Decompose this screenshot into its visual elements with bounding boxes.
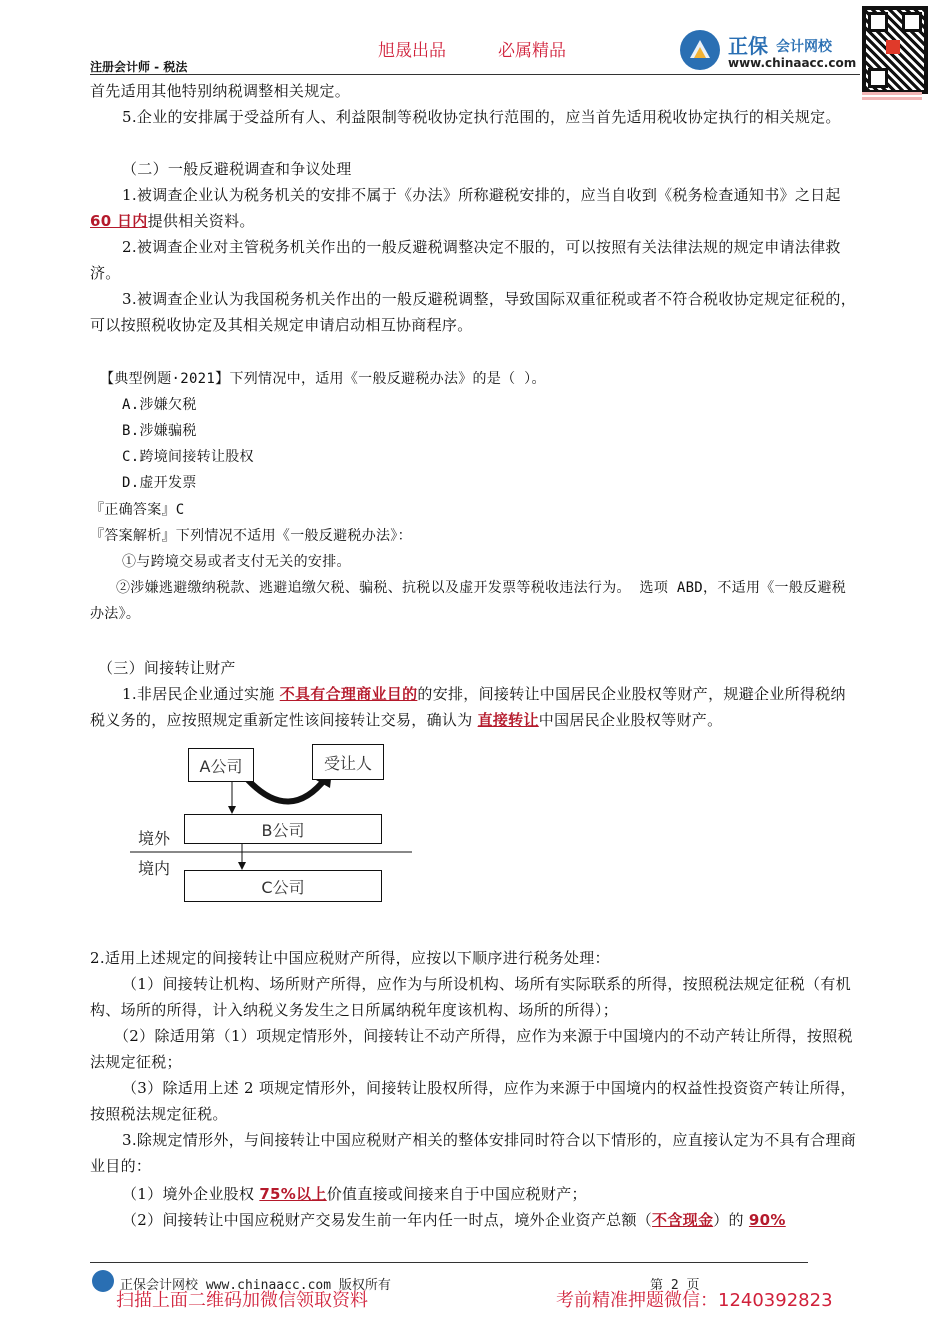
header-divider [90,74,860,75]
footer-copyright: 正保会计网校 www.chinaacc.com 版权所有 [120,1278,391,1293]
qr-code-icon [862,6,928,94]
subject-title: 注册会计师 - 税法 [90,60,188,74]
option-a: A.涉嫌欠税 [122,397,197,413]
company-c-box: C公司 [184,870,382,902]
paragraph-3-2-1: （1）间接转让机构、场所财产所得，应作为与所设机构、场所有实际联系的所得，按照税法规定征税（有机构、场所的所得，计入纳税义务发生之日所属纳税年度该机构、场所的所得）； [90,975,851,1019]
highlight-no-business-purpose: 不具有合理商业目的 [279,685,418,703]
arrow-head-a-b [228,806,236,814]
logo-url: www.chinaacc.com [728,56,857,70]
label-offshore: 境外 [138,829,171,848]
company-b-box: B公司 [184,814,382,844]
brand-logo [680,28,860,72]
paragraph-3-3-2 [90,1207,860,1233]
section-3-title: （三）间接转让财产 [98,659,236,677]
indirect-transfer-diagram [130,740,430,910]
paragraph-3-3-1 [90,1181,860,1207]
arrow-head-b-c [238,862,246,870]
paragraph-3-2-2: （2）除适用第（1）项规定情形外，间接转让不动产所得，应作为来源于中国境内的不动产转让所得，按照税法规定征税； [90,1027,853,1071]
qr-center-logo-icon [886,40,900,54]
logo-mark-icon [680,30,720,70]
paragraph-2-1-tail: 提供相关资料。 [147,212,255,230]
option-d: D.虚开发票 [122,475,197,491]
paragraph-3-3: 3.除规定情形外，与间接转让中国应税财产相关的整体安排同时符合以下情形的，应直接认定为不具有合理商业目的： [90,1131,857,1175]
highlight-75-percent: 75%以上 [259,1185,327,1203]
paragraph-3-3-2-mid: ）的 [713,1211,749,1229]
paragraph-continued: 首先适用其他特别纳税调整相关规定。 [90,82,351,100]
paragraph-2-2: 2.被调查企业对主管税务机关作出的一般反避税调整决定不服的，可以按照有关法律法规的规定申请法律救济。 [90,238,841,282]
footer-divider [90,1262,808,1263]
slogan-right: 必属精品 [498,41,566,61]
paragraph-3-1-text: 1.非居民企业通过实施 [122,685,280,703]
transferee-box: 受让人 [312,744,384,780]
paragraph-3-1 [90,681,860,733]
analysis-point-1: ①与跨境交易或者支付无关的安排。 [122,554,351,570]
analysis-title: 『答案解析』下列情况不适用《一般反避税办法》： [90,528,412,544]
company-a-box: A公司 [188,748,254,782]
logo-sub: 会计网校 [776,39,832,55]
footer-promo-right: 考前精准押题微信：1240392823 [556,1290,833,1311]
paragraph-3-3-1-tail: 价值直接或间接来自于中国应税财产； [326,1185,587,1203]
paragraph-3-1-mid: 的安排，间接转让中国居民企业股权等财产，规避企业所得税纳税义务的，应按照规定重新定性该间接转让交易，确认为 [90,685,846,729]
footer-promo-left: 扫描上面二维码加微信领取资料 [116,1290,368,1311]
option-b: B.涉嫌骗税 [122,423,197,439]
paragraph-2-3: 3.被调查企业认为我国税务机关作出的一般反避税调整，导致国际双重征税或者不符合税收协定规定征税的，可以按照税收协定及其相关规定申请启动相互协商程序。 [90,290,857,334]
qr-fine-print [862,90,922,104]
section-2-title: （二）一般反避税调查和争议处理 [122,160,352,178]
analysis-point-2: ②涉嫌逃避缴纳税款、逃避追缴欠税、骗税、抗税以及虚开发票等税收违法行为。 选项 ABD，不适用《一般反避税办法》。 [90,580,847,622]
paragraph-3-1-tail: 中国居民企业股权等财产。 [538,711,723,729]
highlight-60-days: 60 日内 [90,212,148,230]
paragraph-2-1 [90,182,860,234]
logo-name: 正保 [728,34,768,58]
highlight-no-cash: 不含现金 [652,1211,714,1229]
example-question: 【典型例题·2021】下列情况中，适用《一般反避税办法》的是（ ）。 [100,371,546,387]
paragraph-3-3-2-text: （2）间接转让中国应税财产交易发生前一年内任一时点，境外企业资产总额（ [122,1211,653,1229]
label-onshore: 境内 [138,859,171,878]
page-number: 第 2 页 [650,1278,700,1293]
footer-logo-icon [92,1270,114,1292]
highlight-90-percent: 90% [748,1211,786,1229]
correct-answer: 『正确答案』C [90,502,185,518]
paragraph-2-1-text: 1.被调查企业认为税务机关的安排不属于《办法》所称避税安排的，应当自收到《税务检查通知书》之日起 [122,186,841,204]
slogan-left: 旭晟出品 [378,41,446,61]
paragraph-5: 5.企业的安排属于受益所有人、利益限制等税收协定执行范围的，应当首先适用税收协定执行的相关规定。 [122,108,841,126]
option-c: C.跨境间接转让股权 [122,449,254,465]
curved-transfer-arrow [248,778,326,802]
paragraph-3-3-1-text: （1）境外企业股权 [122,1185,260,1203]
paragraph-3-2-3: （3）除适用上述 2 项规定情形外，间接转让股权所得，应作为来源于中国境内的权益性投资资产转让所得，按照税法规定征税。 [90,1079,856,1123]
highlight-direct-transfer: 直接转让 [477,711,539,729]
paragraph-3-2: 2.适用上述规定的间接转让中国应税财产所得，应按以下顺序进行税务处理： [90,949,610,967]
